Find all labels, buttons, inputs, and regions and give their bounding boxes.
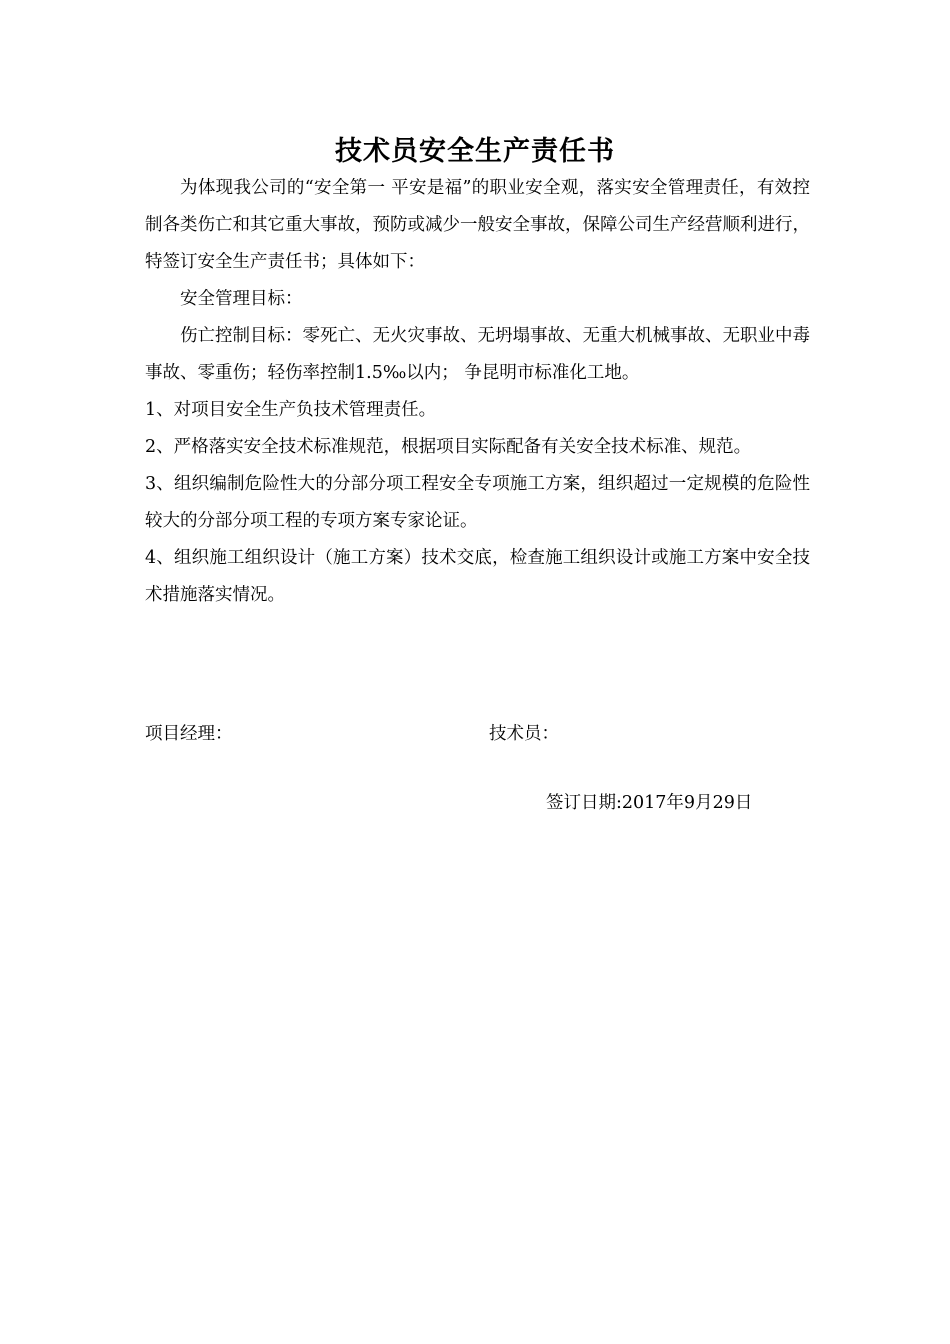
goals-heading: 安全管理目标： (180, 289, 303, 309)
project-manager-signature-label: 项目经理： (145, 724, 233, 744)
casualty-goal-paragraph: 伤亡控制目标：零死亡、无火灾事故、无坍塌事故、无重大机械事故、无职业中毒事故、零重伤；轻伤率控制1.5‰以内； 争昆明市标准化工地。 (145, 326, 810, 383)
duty-item-4: 4、组织施工组织设计（施工方案）技术交底，检查施工组织设计或施工方案中安全技术措施落实情况。 (145, 548, 810, 605)
document-title: 技术员安全生产责任书 (335, 136, 615, 167)
document-body (145, 170, 810, 614)
technician-signature-label: 技术员： (489, 724, 559, 744)
duty-item-1: 1、对项目安全生产负技术管理责任。 (145, 400, 437, 420)
duty-item-3: 3、组织编制危险性大的分部分项工程安全专项施工方案，组织超过一定规模的危险性较大的分部分项工程的专项方案专家论证。 (145, 474, 810, 531)
sign-date: 签订日期:2017年9月29日 (546, 793, 753, 813)
duty-item-2: 2、严格落实安全技术标准规范，根据项目实际配备有关安全技术标准、规范。 (145, 437, 752, 457)
intro-paragraph: 为体现我公司的“安全第一 平安是福”的职业安全观，落实安全管理责任，有效控制各类伤亡和其它重大事故，预防或减少一般安全事故，保障公司生产经营顺利进行，特签订安全生产责任书；具体如下： (145, 178, 810, 272)
